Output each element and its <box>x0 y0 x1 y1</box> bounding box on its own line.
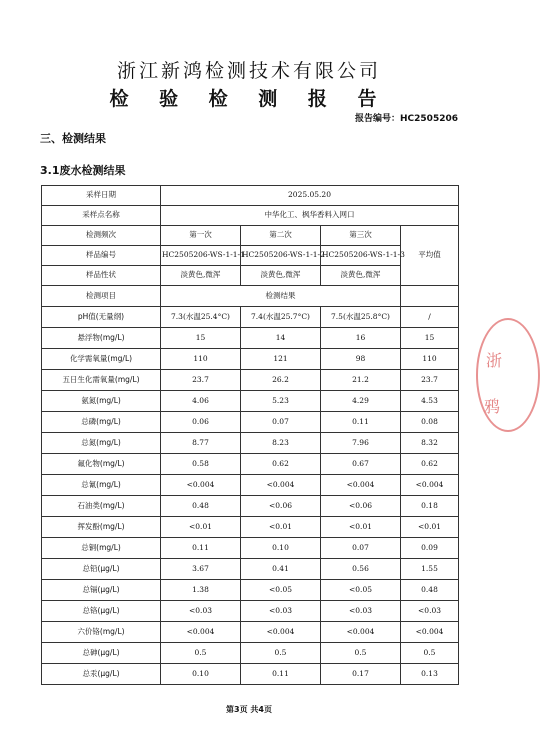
parameter-name: 石油类(mg/L) <box>42 496 161 517</box>
parameter-name: 总氮(mg/L) <box>42 433 161 454</box>
result-value-1: 0.06 <box>161 412 241 433</box>
result-value-1: 0.10 <box>161 664 241 685</box>
average-value: 0.08 <box>401 412 459 433</box>
result-value-2: 121 <box>241 349 321 370</box>
result-value-2: 8.23 <box>241 433 321 454</box>
result-value-1: 8.77 <box>161 433 241 454</box>
table-row <box>42 266 459 286</box>
result-value-1: 3.67 <box>161 559 241 580</box>
table-row <box>42 664 459 685</box>
parameter-name: 总磷(mg/L) <box>42 412 161 433</box>
result-value-2: 0.11 <box>241 664 321 685</box>
result-value-2: 0.07 <box>241 412 321 433</box>
parameter-name: 悬浮物(mg/L) <box>42 328 161 349</box>
table-row <box>42 433 459 454</box>
result-value-1: <0.004 <box>161 475 241 496</box>
result-value-1: <0.01 <box>161 517 241 538</box>
result-value-2: <0.004 <box>241 622 321 643</box>
parameter-name: 总铅(μg/L) <box>42 559 161 580</box>
result-value-2: 0.5 <box>241 643 321 664</box>
page-footer: 第3页 共4页 <box>226 705 272 714</box>
result-value-1: <0.03 <box>161 601 241 622</box>
result-value-1: 1.38 <box>161 580 241 601</box>
table-row <box>42 307 459 328</box>
result-value-1: 0.58 <box>161 454 241 475</box>
table-row <box>42 559 459 580</box>
table-row <box>42 246 459 266</box>
table-row <box>42 454 459 475</box>
row-label-frequency: 检测频次 <box>42 226 161 246</box>
frequency-3: 第三次 <box>321 226 401 246</box>
parameter-name: 五日生化需氧量(mg/L) <box>42 370 161 391</box>
sampling-location: 中华化工、枫华香料入网口 <box>161 206 459 226</box>
table-row <box>42 517 459 538</box>
result-value-3: <0.004 <box>321 475 401 496</box>
average-value: <0.004 <box>401 475 459 496</box>
table-row <box>42 370 459 391</box>
parameter-name: 六价铬(mg/L) <box>42 622 161 643</box>
parameter-name: 挥发酚(mg/L) <box>42 517 161 538</box>
parameter-name: 总砷(μg/L) <box>42 643 161 664</box>
parameter-name: 总汞(μg/L) <box>42 664 161 685</box>
seal-char: 鸦 <box>484 397 501 416</box>
subsection-title: 3.1废水检测结果 <box>40 164 126 177</box>
average-value: 0.62 <box>401 454 459 475</box>
wastewater-results-table <box>41 185 459 685</box>
table-row <box>42 349 459 370</box>
section-title: 三、检测结果 <box>40 132 106 145</box>
result-value-3: 0.67 <box>321 454 401 475</box>
result-value-1: 4.06 <box>161 391 241 412</box>
table-row <box>42 643 459 664</box>
result-value-1: 0.5 <box>161 643 241 664</box>
average-value: <0.004 <box>401 622 459 643</box>
parameter-name: 总铜(mg/L) <box>42 538 161 559</box>
result-value-3: <0.03 <box>321 601 401 622</box>
sampling-date: 2025.05.20 <box>161 186 459 206</box>
blank-cell <box>401 286 459 307</box>
result-value-3: <0.06 <box>321 496 401 517</box>
result-value-3: 7.96 <box>321 433 401 454</box>
result-value-1: 23.7 <box>161 370 241 391</box>
table-row <box>42 391 459 412</box>
table-row <box>42 580 459 601</box>
result-value-3: 16 <box>321 328 401 349</box>
average-header: 平均值 <box>401 226 459 286</box>
row-label-sample-id: 样品编号 <box>42 246 161 266</box>
table-row <box>42 206 459 226</box>
sample-id-2: HC2505206-WS-1-1-2 <box>241 246 321 266</box>
average-value: 110 <box>401 349 459 370</box>
result-value-2: 5.23 <box>241 391 321 412</box>
seal-char: 浙 <box>486 351 503 370</box>
frequency-1: 第一次 <box>161 226 241 246</box>
parameter-name: 氨氮(mg/L) <box>42 391 161 412</box>
average-value: <0.03 <box>401 601 459 622</box>
parameter-name: pH值(无量纲) <box>42 307 161 328</box>
result-value-2: 26.2 <box>241 370 321 391</box>
property-2: 淡黄色,微浑 <box>241 266 321 286</box>
table-row <box>42 601 459 622</box>
result-value-1: <0.004 <box>161 622 241 643</box>
average-value: 8.32 <box>401 433 459 454</box>
result-value-3: 98 <box>321 349 401 370</box>
sample-id-3: HC2505206-WS-1-1-3 <box>321 246 401 266</box>
table-row <box>42 622 459 643</box>
result-value-1: 7.3(水温25.4°C) <box>161 307 241 328</box>
property-1: 淡黄色,微浑 <box>161 266 241 286</box>
result-value-2: 14 <box>241 328 321 349</box>
result-value-2: 7.4(水温25.7°C) <box>241 307 321 328</box>
result-value-2: <0.06 <box>241 496 321 517</box>
table-row <box>42 538 459 559</box>
table-row <box>42 186 459 206</box>
result-value-3: 7.5(水温25.8°C) <box>321 307 401 328</box>
result-value-3: 0.5 <box>321 643 401 664</box>
result-value-2: <0.05 <box>241 580 321 601</box>
parameter-name: 总铬(μg/L) <box>42 601 161 622</box>
result-value-3: 0.07 <box>321 538 401 559</box>
result-value-3: <0.05 <box>321 580 401 601</box>
result-value-3: <0.01 <box>321 517 401 538</box>
results-header: 检测结果 <box>161 286 401 307</box>
table-row <box>42 226 459 246</box>
average-value: 4.53 <box>401 391 459 412</box>
result-value-3: <0.004 <box>321 622 401 643</box>
table-row <box>42 496 459 517</box>
result-value-3: 0.17 <box>321 664 401 685</box>
parameter-name: 化学需氧量(mg/L) <box>42 349 161 370</box>
row-label-location: 采样点名称 <box>42 206 161 226</box>
company-name: 浙江新鸿检测技术有限公司 <box>116 60 381 82</box>
result-value-3: 4.29 <box>321 391 401 412</box>
average-value: 0.09 <box>401 538 459 559</box>
average-value: 23.7 <box>401 370 459 391</box>
frequency-2: 第二次 <box>241 226 321 246</box>
average-value: 0.5 <box>401 643 459 664</box>
average-value: 15 <box>401 328 459 349</box>
average-value: 0.48 <box>401 580 459 601</box>
result-value-3: 0.11 <box>321 412 401 433</box>
result-value-1: 0.11 <box>161 538 241 559</box>
average-value: 0.13 <box>401 664 459 685</box>
property-3: 淡黄色,微浑 <box>321 266 401 286</box>
table-row <box>42 412 459 433</box>
result-value-2: <0.01 <box>241 517 321 538</box>
average-value: 0.18 <box>401 496 459 517</box>
result-value-3: 0.56 <box>321 559 401 580</box>
parameter-name: 总镉(μg/L) <box>42 580 161 601</box>
average-value: 1.55 <box>401 559 459 580</box>
row-label-date: 采样日期 <box>42 186 161 206</box>
result-value-3: 21.2 <box>321 370 401 391</box>
result-value-2: <0.004 <box>241 475 321 496</box>
table-row <box>42 286 459 307</box>
report-title: 检 验 检 测 报 告 <box>109 88 389 110</box>
result-value-1: 110 <box>161 349 241 370</box>
table-row <box>42 328 459 349</box>
result-value-2: 0.41 <box>241 559 321 580</box>
parameter-name: 氟化物(mg/L) <box>42 454 161 475</box>
report-number: 报告编号：HC2505206 <box>355 114 458 124</box>
result-value-2: <0.03 <box>241 601 321 622</box>
result-value-1: 15 <box>161 328 241 349</box>
average-value: <0.01 <box>401 517 459 538</box>
row-label-item: 检测项目 <box>42 286 161 307</box>
result-value-1: 0.48 <box>161 496 241 517</box>
result-value-2: 0.10 <box>241 538 321 559</box>
parameter-name: 总氰(mg/L) <box>42 475 161 496</box>
row-label-property: 样品性状 <box>42 266 161 286</box>
sample-id-1: HC2505206-WS-1-1-1 <box>161 246 241 266</box>
table-row <box>42 475 459 496</box>
average-value: / <box>401 307 459 328</box>
result-value-2: 0.62 <box>241 454 321 475</box>
